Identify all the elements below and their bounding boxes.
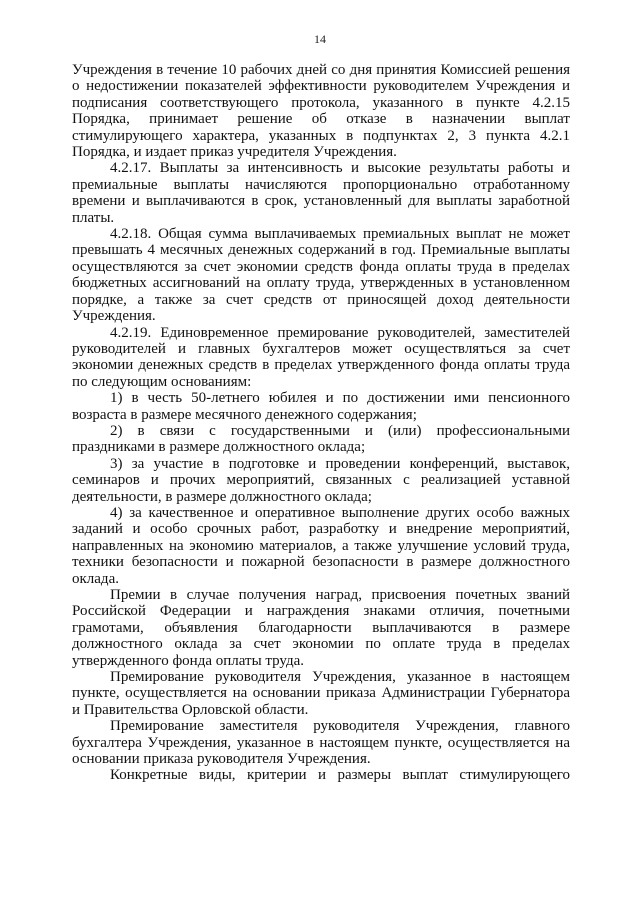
paragraph-specific-types: Конкретные виды, критерии и размеры выплат стимулирующего xyxy=(110,767,570,784)
paragraph-4-2-19: 4.2.19. Единовременное премирование руководителей, заместителей руководителей и главных бухгалтеров может осуществляться за счет экономии денежных средств в пределах утвержденного фонда оплаты труда по следующим основаниям: xyxy=(72,324,570,390)
page-number: 14 xyxy=(314,32,326,46)
document-body xyxy=(72,62,570,784)
list-item-3: 3) за участие в подготовке и проведении конференций, выставок, семинаров и прочих мероприятий, связанных с реализацией уставной деятельности, в размере должностного оклада; xyxy=(72,455,570,505)
list-item-2: 2) в связи с государственными и (или) профессиональными праздниками в размере должностного оклада; xyxy=(72,422,570,456)
paragraph-continuation: Учреждения в течение 10 рабочих дней со дня принятия Комиссией решения о недостижении показателей эффективности руководителем Учреждения и подписания соответствующего протокола, указанного в пункте 4.2.15 Порядка, принимает решение об отказе в назначении выплат стимулирующего характера, указанных в подпунктах 2, 3 пункта 4.2.1 Порядка, и издает приказ учредителя Учреждения. xyxy=(72,62,570,161)
paragraph-deputy-bonus: Премирование заместителя руководителя Учреждения, главного бухгалтера Учреждения, указанное в настоящем пункте, осуществляется на основании приказа руководителя Учреждения. xyxy=(72,718,570,768)
paragraph-4-2-17: 4.2.17. Выплаты за интенсивность и высокие результаты работы и премиальные выплаты начисляются пропорционально отработанному времени и выплачиваются в срок, установленный для выплаты заработной платы. xyxy=(72,160,570,226)
paragraph-awards: Премии в случае получения наград, присвоения почетных званий Российской Федерации и награждения знаками отличия, почетными грамотами, объявления благодарности выплачиваются в размере должностного оклада за счет экономии по оплате труда в пределах утвержденного фонда оплаты труда. xyxy=(72,587,570,669)
list-item-4: 4) за качественное и оперативное выполнение других особо важных заданий и особо срочных работ, разработку и внедрение мероприятий, направленных на экономию материалов, а также улучшение условий труда, техники безопасности и пожарной безопасности в размере должностного оклада. xyxy=(72,504,570,587)
list-item-1: 1) в честь 50-летнего юбилея и по достижении ими пенсионного возраста в размере месячного денежного содержания; xyxy=(72,390,570,423)
paragraph-director-bonus: Премирование руководителя Учреждения, указанное в настоящем пункте, осуществляется на основании приказа Администрации Губернатора и Правительства Орловской области. xyxy=(72,669,570,718)
paragraph-4-2-18: 4.2.18. Общая сумма выплачиваемых премиальных выплат не может превышать 4 месячных денежных содержаний в год. Премиальные выплаты осуществляются за счет экономии средств фонда оплаты труда в пределах бюджетных ассигнований на оплату труда, утвержденных в установленном порядке, а также за счет средств от приносящей доход деятельности Учреждения. xyxy=(72,226,570,325)
